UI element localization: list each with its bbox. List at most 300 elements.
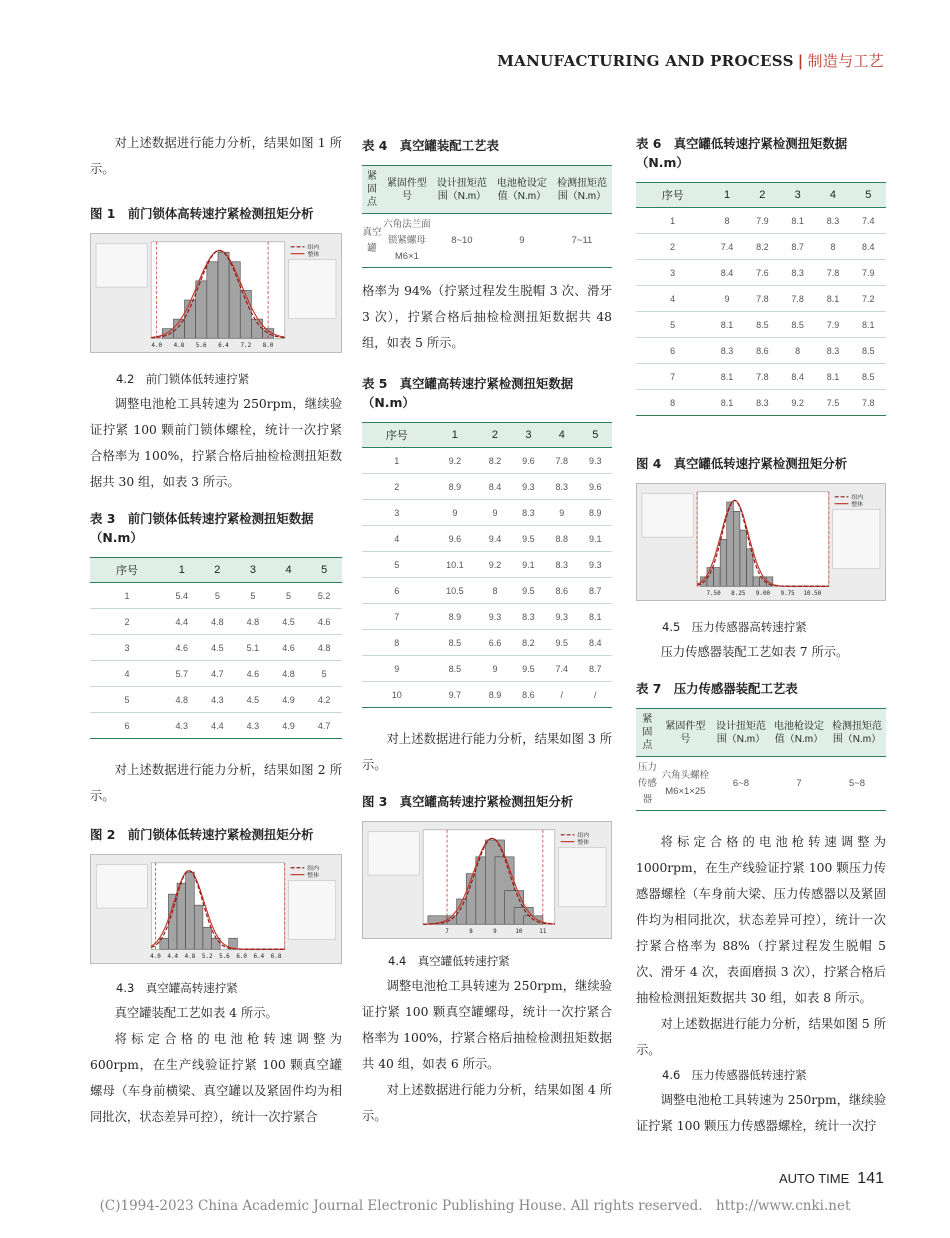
- table-cell: 8.6: [745, 338, 780, 364]
- column-header: 序号: [90, 558, 164, 583]
- table-caption: 表 5 真空罐高转速拧紧检测扭矩数据（N.m）: [362, 376, 574, 410]
- table-cell: 4.6: [235, 661, 271, 687]
- histogram-bar: [218, 252, 229, 338]
- table-cell: 9.5: [512, 656, 545, 682]
- table-row: [362, 630, 612, 656]
- table-cell: 压力传感器: [636, 757, 659, 811]
- paragraph: 格率为 94%（拧紧过程发生脱帽 3 次、滑牙 3 次），拧紧合格后抽检检测扭矩数据共 48 组，如表 5 所示。: [362, 284, 612, 350]
- table-cell: 9.1: [579, 526, 612, 552]
- table-cell: 5.1: [235, 635, 271, 661]
- paragraph: 对上述数据进行能力分析，结果如图 4 所示。: [362, 1083, 612, 1123]
- table-cell: 8.7: [579, 578, 612, 604]
- column-header: 5: [579, 423, 612, 448]
- legend-label: 组内: [851, 495, 864, 502]
- table-cell: 8.5: [851, 364, 886, 390]
- table-cell: 7.8: [780, 286, 815, 312]
- table-cell: 7.8: [745, 364, 780, 390]
- table-cell: 8: [362, 630, 431, 656]
- capability-box: [559, 848, 606, 907]
- table-row: [90, 713, 342, 739]
- table-row: [636, 312, 886, 338]
- column-header: 2: [478, 423, 511, 448]
- table-cell: 8.2: [512, 630, 545, 656]
- table-cell: 8.4: [478, 474, 511, 500]
- section-heading: 4.3 真空罐高转速拧紧: [116, 981, 238, 995]
- capability-box: [289, 881, 336, 940]
- table-cell: 5: [271, 583, 307, 609]
- table-cell: 7.5: [815, 390, 850, 416]
- table-row: [636, 234, 886, 260]
- column-header: 紧固件型号: [382, 166, 432, 214]
- table-cell: 8.5: [431, 656, 478, 682]
- column-header: 序号: [636, 183, 709, 208]
- table-row: [362, 474, 612, 500]
- column-1: [90, 130, 342, 1130]
- table-cell: 9.3: [579, 448, 612, 474]
- legend-label: 组内: [577, 833, 590, 840]
- table-cell: 8.3: [745, 390, 780, 416]
- table-row: [636, 260, 886, 286]
- x-tick-label: 7: [445, 929, 449, 936]
- table-row: [90, 583, 342, 609]
- table-cell: 9.3: [545, 604, 578, 630]
- table-cell: 8.3: [780, 260, 815, 286]
- table-cell: 9.5: [512, 526, 545, 552]
- table-row: [636, 390, 886, 416]
- table-cell: 8.1: [815, 286, 850, 312]
- table-cell: 4.8: [235, 609, 271, 635]
- table-cell: 7.9: [815, 312, 850, 338]
- paragraph: 对上述数据进行能力分析，结果如图 3 所示。: [362, 732, 612, 772]
- paragraph: 真空罐装配工艺如表 4 所示。: [114, 1006, 278, 1020]
- table-cell: 8.3: [545, 552, 578, 578]
- table-cell: 7: [362, 604, 431, 630]
- table-cell: 1: [636, 208, 709, 234]
- table-cell: 9.2: [478, 552, 511, 578]
- legend-label: 整体: [307, 252, 320, 259]
- table-row: [636, 208, 886, 234]
- table-row: [362, 500, 612, 526]
- histogram-bar: [753, 577, 760, 586]
- x-tick-label: 10: [515, 929, 523, 936]
- x-tick-label: 9.75: [780, 591, 795, 598]
- header-cn: 制造与工艺: [807, 52, 884, 70]
- table-cell: 8.9: [431, 604, 478, 630]
- column-header: 4: [271, 558, 307, 583]
- table-cell: 真空罐: [362, 214, 382, 268]
- table-cell: 8.4: [579, 630, 612, 656]
- table-cell: 8.3: [815, 208, 850, 234]
- table-cell: 8.4: [851, 234, 886, 260]
- table-cell: 7.9: [745, 208, 780, 234]
- column-header: 电池枪设定值（N.m）: [492, 166, 552, 214]
- table-cell: 3: [636, 260, 709, 286]
- x-tick-label: 9.00: [755, 591, 771, 598]
- table-cell: 8.1: [780, 208, 815, 234]
- paragraph: 对上述数据进行能力分析，结果如图 2 所示。: [90, 763, 342, 803]
- table-cell: 4.6: [271, 635, 307, 661]
- running-header: [497, 50, 884, 71]
- table-row: [362, 526, 612, 552]
- x-tick-label: 4.8: [173, 343, 185, 350]
- table-cell: 8.7: [780, 234, 815, 260]
- column-header: 3: [235, 558, 271, 583]
- table-cell: 10.5: [431, 578, 478, 604]
- table-row: [90, 635, 342, 661]
- column-header: 检测扭矩范围（N.m）: [552, 166, 612, 214]
- table-cell: 7.9: [851, 260, 886, 286]
- table-cell: 4.4: [200, 713, 236, 739]
- x-tick-label: 11: [539, 929, 547, 936]
- paragraph: 调整电池枪工具转速为 250rpm，继续验证拧紧 100 颗压力传感器螺栓，统计一次拧: [636, 1093, 886, 1133]
- table-cell: 8.5: [780, 312, 815, 338]
- paragraph: 将标定合格的电池枪转速调整为 600rpm，在生产线验证拧紧 100 颗真空罐螺母（车身前横梁、真空罐以及紧固件均为相同批次，状态差异可控），统计一次拧紧合: [90, 1032, 342, 1124]
- legend-label: 整体: [307, 873, 320, 880]
- column-header: 3: [780, 183, 815, 208]
- x-tick-label: 8.25: [731, 591, 746, 598]
- table-cell: 4.6: [306, 609, 342, 635]
- table-row: [636, 338, 886, 364]
- table-cell: 9: [492, 214, 552, 268]
- x-tick-label: 4.0: [151, 343, 162, 350]
- histogram-bar: [727, 502, 734, 586]
- table-caption: 表 4 真空罐装配工艺表: [362, 138, 499, 153]
- table-cell: 5: [362, 552, 431, 578]
- table-cell: 8.4: [780, 364, 815, 390]
- column-header: 5: [851, 183, 886, 208]
- process-data-box: [642, 494, 693, 537]
- table-cell: 7~11: [552, 214, 612, 268]
- table-cell: 9.5: [545, 630, 578, 656]
- histogram-bar: [207, 262, 218, 338]
- table-cell: 9.7: [431, 682, 478, 708]
- histogram-bar: [740, 530, 747, 586]
- column-header: 2: [745, 183, 780, 208]
- legend-label: 整体: [577, 840, 590, 847]
- histogram-bar: [203, 927, 212, 949]
- table-cell: 8.3: [709, 338, 744, 364]
- figure-2-histogram: [90, 854, 342, 964]
- table-7: [636, 708, 886, 811]
- table-4: [362, 165, 612, 268]
- histogram-bar: [733, 511, 740, 586]
- table-cell: 5: [636, 312, 709, 338]
- table-cell: 8.9: [478, 682, 511, 708]
- table-cell: 6: [636, 338, 709, 364]
- column-header: 1: [709, 183, 744, 208]
- x-tick-label: 6.0: [236, 954, 247, 961]
- table-cell: 9.5: [512, 578, 545, 604]
- table-cell: 4.3: [200, 687, 236, 713]
- table-cell: 8.5: [851, 338, 886, 364]
- table-cell: 5: [90, 687, 164, 713]
- table-cell: 6.6: [478, 630, 511, 656]
- capability-box: [289, 260, 336, 319]
- x-tick-label: 6.4: [253, 954, 265, 961]
- x-tick-label: 7.2: [240, 343, 252, 350]
- column-3: [636, 130, 886, 1139]
- table-cell: 8.1: [851, 312, 886, 338]
- table-cell: 4.4: [164, 609, 200, 635]
- table-cell: 8: [636, 390, 709, 416]
- table-cell: 8.1: [709, 312, 744, 338]
- table-cell: 6~8: [712, 757, 770, 811]
- histogram-bar: [212, 938, 221, 949]
- table-cell: 9.3: [512, 474, 545, 500]
- table-cell: 4.8: [306, 635, 342, 661]
- histogram-bar: [240, 290, 251, 338]
- table-caption: 表 6 真空罐低转速拧紧检测扭矩数据（N.m）: [636, 136, 848, 170]
- copyright-notice: (C)1994-2023 China Academic Journal Electronic Publishing House. All rights reserved. http://www.cnki.net: [99, 1198, 851, 1214]
- table-cell: 4.2: [306, 687, 342, 713]
- table-cell: 8.1: [709, 364, 744, 390]
- table-row: [636, 364, 886, 390]
- table-cell: 7.8: [815, 260, 850, 286]
- figure-caption: 图 3 真空罐高转速拧紧检测扭矩分析: [362, 794, 574, 809]
- table-row: [362, 214, 612, 268]
- table-cell: 9.1: [512, 552, 545, 578]
- table-cell: 8.6: [512, 682, 545, 708]
- table-cell: 10.1: [431, 552, 478, 578]
- table-row: [90, 661, 342, 687]
- table-cell: 5~8: [828, 757, 886, 811]
- x-tick-label: 4.4: [167, 954, 179, 961]
- table-cell: 4.7: [306, 713, 342, 739]
- table-cell: 4.8: [271, 661, 307, 687]
- table-cell: 2: [636, 234, 709, 260]
- table-cell: 7.6: [745, 260, 780, 286]
- column-header: 紧固点: [362, 166, 382, 214]
- table-cell: 9: [545, 500, 578, 526]
- legend-label: 组内: [307, 866, 320, 873]
- table-cell: 六角头螺栓 M6×1×25: [659, 757, 712, 811]
- table-row: [362, 448, 612, 474]
- table-cell: 4: [90, 661, 164, 687]
- column-header: 4: [545, 423, 578, 448]
- table-cell: 8.3: [815, 338, 850, 364]
- table-cell: 4.7: [200, 661, 236, 687]
- table-cell: 8.5: [745, 312, 780, 338]
- table-cell: 8: [478, 578, 511, 604]
- capability-box: [833, 510, 880, 569]
- table-cell: 7.8: [745, 286, 780, 312]
- x-tick-label: 5.6: [195, 343, 207, 350]
- table-cell: 9.2: [431, 448, 478, 474]
- table-row: [636, 757, 886, 811]
- table-cell: 8.1: [709, 390, 744, 416]
- process-data-box: [96, 244, 147, 287]
- section-heading: 4.2 前门锁体低转速拧紧: [116, 372, 250, 386]
- journal-name: AUTO TIME: [778, 1171, 850, 1186]
- column-header: 1: [164, 558, 200, 583]
- table-cell: 8.2: [745, 234, 780, 260]
- table-cell: 8.1: [579, 604, 612, 630]
- table-cell: 9: [431, 500, 478, 526]
- column-header: 5: [306, 558, 342, 583]
- table-cell: 9.6: [512, 448, 545, 474]
- table-row: [362, 656, 612, 682]
- header-separator: |: [797, 52, 804, 70]
- table-cell: 6: [362, 578, 431, 604]
- column-header: 3: [512, 423, 545, 448]
- table-cell: 5: [235, 583, 271, 609]
- table-cell: 9.6: [431, 526, 478, 552]
- x-tick-label: 8.0: [262, 343, 274, 350]
- figure-1-histogram: [90, 233, 342, 353]
- column-header: 序号: [362, 423, 431, 448]
- table-cell: 5.2: [306, 583, 342, 609]
- column-header: 1: [431, 423, 478, 448]
- table-cell: 9: [478, 500, 511, 526]
- column-header: 检测扭矩范围（N.m）: [828, 709, 886, 757]
- histogram-bar: [229, 262, 240, 338]
- table-cell: 4.5: [200, 635, 236, 661]
- table-cell: 六角法兰面锁紧螺母 M6×1: [382, 214, 432, 268]
- histogram-bar: [714, 568, 721, 587]
- table-cell: 4.6: [164, 635, 200, 661]
- table-cell: 7.8: [851, 390, 886, 416]
- x-tick-label: 5.6: [219, 954, 230, 961]
- table-row: [362, 578, 612, 604]
- table-cell: 8.6: [545, 578, 578, 604]
- table-cell: 4.3: [164, 713, 200, 739]
- paragraph: 调整电池枪工具转速为 250rpm，继续验证拧紧 100 颗真空罐螺母，统计一次拧紧合格率为 100%，拧紧合格后抽检检测扭矩数据共 40 组，如表 6 所示。: [362, 979, 612, 1071]
- x-tick-label: 7.50: [706, 591, 721, 598]
- page-footer: [779, 1170, 884, 1188]
- column-header: 紧固件型号: [659, 709, 712, 757]
- table-cell: 7.4: [545, 656, 578, 682]
- table-cell: /: [579, 682, 612, 708]
- table-cell: 8~10: [432, 214, 492, 268]
- paragraph: 对上述数据进行能力分析，结果如图 1 所示。: [90, 136, 342, 176]
- table-cell: 10: [362, 682, 431, 708]
- table-cell: /: [545, 682, 578, 708]
- x-tick-label: 9: [493, 929, 497, 936]
- table-cell: 4.8: [200, 609, 236, 635]
- column-header: 电池枪设定值（N.m）: [770, 709, 828, 757]
- table-cell: 4.8: [164, 687, 200, 713]
- table-cell: 4: [362, 526, 431, 552]
- table-cell: 2: [362, 474, 431, 500]
- figure-3-histogram: [362, 821, 612, 939]
- table-cell: 9: [709, 286, 744, 312]
- process-data-box: [368, 832, 419, 875]
- table-cell: 8.3: [512, 604, 545, 630]
- section-heading: 4.6 压力传感器低转速拧紧: [662, 1068, 807, 1082]
- column-header: 设计扭矩范围（N.m）: [432, 166, 492, 214]
- x-tick-label: 8: [469, 929, 473, 936]
- table-cell: 7.4: [709, 234, 744, 260]
- column-2: [362, 130, 612, 1129]
- table-cell: 7.2: [851, 286, 886, 312]
- x-tick-label: 5.2: [201, 954, 213, 961]
- table-cell: 1: [362, 448, 431, 474]
- table-cell: 8.5: [431, 630, 478, 656]
- table-cell: 9.2: [780, 390, 815, 416]
- process-data-box: [96, 865, 147, 908]
- table-cell: 9.6: [579, 474, 612, 500]
- column-header: 紧固点: [636, 709, 659, 757]
- table-row: [636, 286, 886, 312]
- table-5: [362, 422, 612, 708]
- legend-label: 组内: [307, 245, 320, 252]
- table-row: [362, 682, 612, 708]
- table-6: [636, 182, 886, 416]
- figure-4-histogram: [636, 483, 886, 601]
- paragraph: 将标定合格的电池枪转速调整为 1000rpm，在生产线验证拧紧 100 颗压力传感器螺栓（车身前大梁、压力传感器以及紧固件均为相同批次，状态差异可控），统计一次拧紧合格率为 88%（拧紧过程发生脱帽 5 次、滑牙 4 次，表面磨损 3 次），拧紧合格后抽检检测扭矩数据共 30 组，如表 8 所示。: [636, 835, 886, 1005]
- table-cell: 8.9: [431, 474, 478, 500]
- table-cell: 8.1: [815, 364, 850, 390]
- table-cell: 4.5: [271, 609, 307, 635]
- table-row: [362, 552, 612, 578]
- section-heading: 4.4 真空罐低转速拧紧: [388, 954, 510, 968]
- table-3: [90, 557, 342, 739]
- table-cell: 9.3: [579, 552, 612, 578]
- table-cell: 5.4: [164, 583, 200, 609]
- paragraph: 对上述数据进行能力分析，结果如图 5 所示。: [636, 1017, 886, 1057]
- histogram-bar: [720, 539, 727, 586]
- table-cell: 1: [90, 583, 164, 609]
- table-cell: 9.3: [478, 604, 511, 630]
- table-row: [90, 609, 342, 635]
- x-tick-label: 4.8: [184, 954, 196, 961]
- paragraph: 压力传感器装配工艺如表 7 所示。: [660, 645, 849, 659]
- table-cell: 4: [636, 286, 709, 312]
- figure-caption: 图 4 真空罐低转速拧紧检测扭矩分析: [636, 456, 848, 471]
- table-cell: 4.3: [235, 713, 271, 739]
- table-caption: 表 7 压力传感器装配工艺表: [636, 681, 798, 696]
- table-cell: 3: [90, 635, 164, 661]
- header-en: MANUFACTURING AND PROCESS: [497, 52, 794, 70]
- table-cell: 2: [90, 609, 164, 635]
- table-cell: 8.2: [478, 448, 511, 474]
- paragraph: 调整电池枪工具转速为 250rpm，继续验证拧紧 100 颗前门锁体螺栓，统计一次拧紧合格率为 100%，拧紧合格后抽检检测扭矩数据共 30 组，如表 3 所示。: [90, 397, 342, 489]
- legend-label: 整体: [851, 502, 864, 509]
- x-tick-label: 4.0: [150, 954, 161, 961]
- table-cell: 8.8: [545, 526, 578, 552]
- column-header: 2: [200, 558, 236, 583]
- table-row: [362, 604, 612, 630]
- table-cell: 8: [815, 234, 850, 260]
- table-cell: 4.9: [271, 713, 307, 739]
- table-cell: 3: [362, 500, 431, 526]
- column-header: 4: [815, 183, 850, 208]
- figure-caption: 图 1 前门锁体高转速拧紧检测扭矩分析: [90, 206, 314, 221]
- table-cell: 8.3: [512, 500, 545, 526]
- x-tick-label: 6.8: [270, 954, 282, 961]
- page-number: 141: [857, 1170, 884, 1187]
- table-cell: 9.4: [478, 526, 511, 552]
- x-tick-label: 10.50: [803, 591, 822, 598]
- table-cell: 6: [90, 713, 164, 739]
- histogram-bar: [186, 872, 195, 949]
- table-cell: 7.8: [545, 448, 578, 474]
- table-cell: 4.9: [271, 687, 307, 713]
- table-cell: 5: [306, 661, 342, 687]
- table-cell: 8.3: [545, 474, 578, 500]
- table-cell: 8: [709, 208, 744, 234]
- table-cell: 7: [636, 364, 709, 390]
- table-cell: 9: [478, 656, 511, 682]
- table-cell: 5: [200, 583, 236, 609]
- x-tick-label: 6.4: [218, 343, 229, 350]
- table-row: [90, 687, 342, 713]
- table-cell: 5.7: [164, 661, 200, 687]
- figure-caption: 图 2 前门锁体低转速拧紧检测扭矩分析: [90, 827, 314, 842]
- column-header: 设计扭矩范围（N.m）: [712, 709, 770, 757]
- table-cell: 4.5: [235, 687, 271, 713]
- table-cell: 7: [770, 757, 828, 811]
